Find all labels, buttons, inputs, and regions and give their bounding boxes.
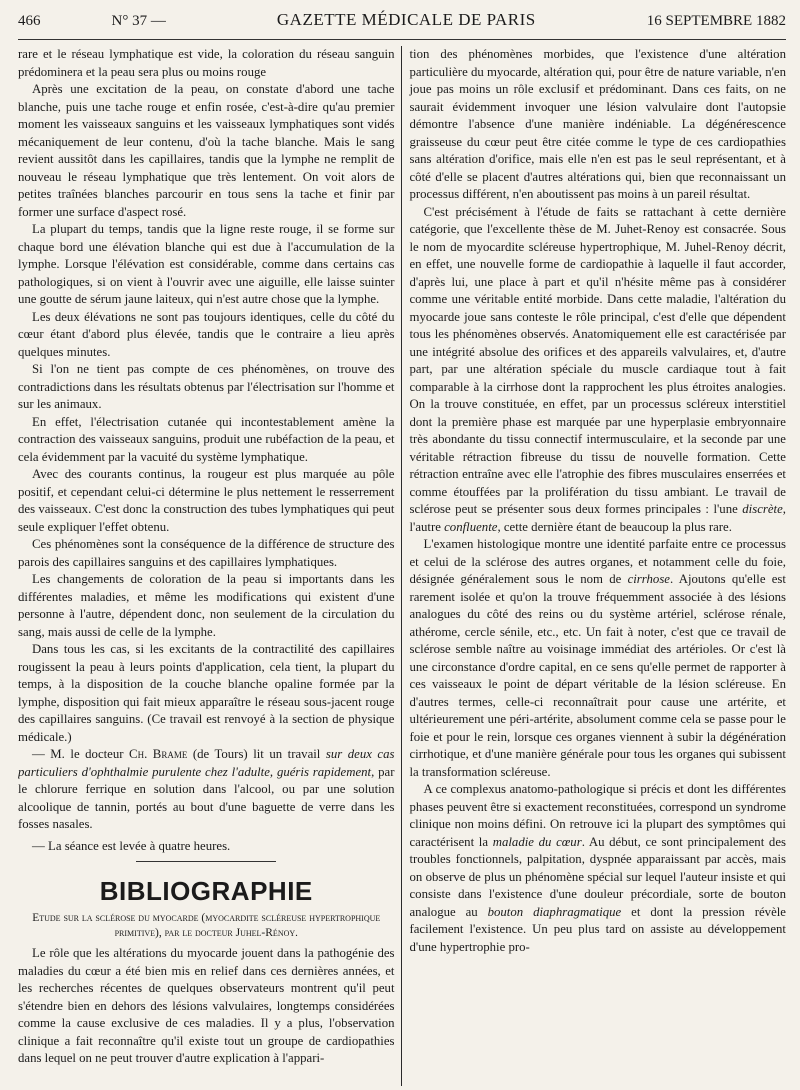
text-run: . Ajoutons qu'elle est rarement isolée et qu'on la trouve fréquemment associée à des lésions analogues du côté des reins ou du système artériel, sclérose rénale, athérome, cercle sénile, etc., etc. Un fait à noter, c'est que ce travail de sclérose semble naître au voisinage immédiat des artérioles. Or c'est là une circonstance d'ordre capital, en ce sens qu'elle permet de rapporter à ces vaisseaux le point de départ véritable de la lésion scléreuse. En d'autres termes, celle-ci reconnaîtrait pour cause une artérite, et ultérieurement une péri-artérite, absolument comme cela se passe pour le foie et pour le rein, lorsque ces organes viennent à subir la dégénération cirrhotique, et d'une manière générale pour tous les organes qui subissent la transformation scléreuse. [409, 572, 786, 779]
text-run: (de Tours) lit un travail [187, 747, 326, 761]
review-subtitle [18, 911, 395, 941]
journal-title: GAZETTE MÉDICALE DE PARIS [276, 10, 536, 29]
paragraph: Ces phénomènes sont la conséquence de la différence de structure des parois des capillaires sanguins et des capillaires lymphatiques. [18, 537, 395, 569]
paragraph: tion des phénomènes morbides, que l'existence d'une altération particulière du myocarde, altération qui, pour être de nature variable, n'en joue pas moins un rôle exclusif et prédominant. Dans ces faits, on ne saurait évidemment invoquer une lésion valvulaire dont l'autopsie démontre l'absence d'une manière indéniable. La dégénérescence graisseuse du cœur peut être citée comme le type de ces cardiopathies sans altération d'orifice, mais elle n'en est pas le seul représentant, et à côté d'elle se placent d'autres altérations qui, bien que reconnaissant un processus différent, n'en aboutissent pas moins à un pareil résultat. [409, 47, 786, 201]
text-run: , par le chlorure ferrique en solution dans l'alcool, ou par une solution alcoolique de tannin, portés au bout d'une baguette de verre dans les fosses nasales. [18, 764, 395, 831]
columns [18, 46, 786, 1086]
text-run: . [295, 927, 298, 939]
paragraph [409, 536, 786, 781]
right-column [401, 46, 786, 1086]
paragraph: Dans tous les cas, si les excitants de la contractilité des capillaires rougissent la peau à leurs points d'application, cela tient, la plupart du temps, à la disposition de la couche blanche opaline formée par la lymphe, disposition qui fait mieux apparaître le réseau sous-jacent rouge des capillaires sanguins. (Ce travail est renvoyé à la section de physique médicale.) [18, 642, 395, 744]
page-header [18, 10, 786, 34]
text-run: A ce complexus anatomo-pathologique si précis et dont les différentes phases peuvent être si exactement reconstituées, correspond un syndrome clinique non moins défini. On retrouve ici la plupart des symptômes qui caractérisent la [409, 782, 786, 849]
text-run: , cette dernière étant de beaucoup la plus rare. [497, 519, 732, 534]
paragraph [409, 204, 786, 537]
paragraph [409, 781, 786, 956]
section-heading: BIBLIOGRAPHIE [99, 876, 313, 906]
text-run: Etude sur la sclérose du myocarde (myocardite scléreuse hypertrophique primitive), par le docteur [32, 912, 381, 939]
italic-run: sur deux cas particuliers d'ophthalmie purulente chez l'adulte, guéris rapidement [18, 747, 395, 779]
paragraph: Si l'on ne tient pas compte de ces phénomènes, on trouve des contradictions dans les résultats obtenus par l'électrisation sur l'homme et sur les animaux. [18, 362, 395, 411]
italic-run: maladie du cœur [492, 834, 582, 849]
paragraph: Avec des courants continus, la rougeur est plus marquée au pôle positif, et cependant celui-ci détermine le plus nettement le resserrement des vaisseaux. C'est donc la construction des tubes lymphatiques qui peut seule expliquer l'effet obtenu. [18, 467, 395, 534]
paragraph: Le rôle que les altérations du myocarde jouent dans la pathogénie des maladies du cœur a été bien mis en relief dans ces dernières années, et les recherches récentes de quelques observateurs montrent qu'il peut s'étendre bien en dehors des lésions valvulaires, longtemps considérées comme la cause exclusive de ces maladies. Il y a plus, l'observation clinique a fait reconnaître qu'il existe tout un groupe de cardiopathies dans lequel on ne peut trouver d'autre explication à l'appari- [18, 946, 395, 1065]
paragraph: Après une excitation de la peau, on constate d'abord une tache blanche, puis une tache rouge et enfin rosée, c'est-à-dire qu'au premier moment les vaisseaux sanguins et les vaisseaux lymphatiques sont vidés mécaniquement de leur contenu, d'où la tache blanche. Mais le sang revient aussitôt dans les capillaires, tandis que la lymphe ne remplit de nouveau le réseau lymphatique que très lentement. On voit alors de petites traînées blanches parcourir en tous sens la tache et finir par former une surface d'aspect rosé. [18, 82, 395, 219]
header-rule [18, 39, 786, 40]
paragraph: — La séance est levée à quatre heures. [32, 838, 231, 853]
section-rule [136, 861, 276, 862]
text-run: L'examen histologique montre une identité parfaite entre ce processus et celui de la sclérose des autres organes, et notamment celle du foie, désignée généralement sous le nom de [409, 537, 786, 586]
text-run: . Au début, ce sont principalement des troubles fonctionnels, palpitation, dyspnée apparaissant par accès, mais on observe de plus un phénomène spécial sur lequel l'auteur insiste et qui consiste dans l'existence d'une douleur précordiale, sorte de bouton analogue au [409, 834, 786, 919]
issue-number: N° 37 — [111, 13, 166, 29]
text-run: C'est précisément à l'étude de faits se rattachant à cette dernière catégorie, que l'excellente thèse de M. Juhet-Renoy est consacrée. Sous le nom de myocardite scléreuse hypertrophique, M. Juhel-Renoy décrit, en effet, une nouvelle forme de cardiopathie à laquelle il faut accorder, d'après lui, une place à part et qu'il n'hésite même pas à considérer comme une véritable entité morbide. Dans cette maladie, l'altération du myocarde joue sans conteste le rôle principal, c'est d'elle que dépendent tous les phénomènes observés. Anatomiquement elle est caractérisée par une intégrité absolue des orifices et des appareils valvulaires, et, d'autre part, par une altération spéciale du muscle cardiaque tout à fait comparable à la cirrhose dont la rapprochent les plus étroites analogies. On la trouve constituée, en effet, par un processus scléreux interstitiel dont la première phase est marquée par une hyperplasie embryonnaire très abondante du tissu connectif intermusculaire, et la seconde par une véritable rétraction fibreuse du tissu de nouvelle formation. Cette rétraction entraîne avec elle l'atrophie des fibres musculaires enserrées et comme étouffées par la prolifération du tissu ambiant. Le travail de sclérose peut se présenter sous deux formes principales : l'une [409, 204, 786, 516]
paragraph [18, 746, 395, 834]
paragraph: Les changements de coloration de la peau si importants dans les différentes maladies, et même les modifications qui existent d'une personne à l'autre, dépendent donc, non seulement de la circulation du sang, mais aussi de celle de la lymphe. [18, 572, 395, 639]
issue-date: 16 SEPTEMBRE 1882 [646, 13, 786, 29]
italic-run: bouton diaphragmatique [487, 904, 622, 919]
italic-run: discrète [742, 502, 783, 516]
italic-run: confluente [444, 519, 498, 534]
italic-run: cirrhose [627, 572, 670, 586]
paragraph: La plupart du temps, tandis que la ligne reste rouge, il se forme sur chaque bord une élévation blanche qui est due à l'accumulation de la lymphe. Lorsque l'élévation est considérable, comme dans certains cas pathologiques, si on vient à l'ouvrir avec une aiguille, elle laisse suinter une goutte de sérum jaune laiteux, qui n'est autre chose que la lymphe. [18, 222, 395, 306]
page-number: 466 [18, 13, 41, 29]
text-run: — M. le docteur [32, 747, 130, 761]
author-name: Ch. Brame [129, 747, 188, 761]
paragraph: rare et le réseau lymphatique est vide, la coloration du réseau sanguin prédominera et la peau sera plus ou moins rouge [18, 47, 395, 79]
left-column [18, 46, 401, 1086]
text-run: et dont la pression révèle facilement l'existence. Un peu plus tard on assiste au développement d'une hypertrophie pro- [409, 904, 786, 954]
text-run: , l'autre [409, 502, 786, 534]
author-name: Juhel-Rénoy [235, 927, 296, 939]
paragraph: En effet, l'électrisation cutanée qui incontestablement amène la contraction des vaisseaux sanguins, produit une rubéfaction de la peau, et cela évidemment par la vacuité du système lymphatique. [18, 414, 395, 464]
paragraph: Les deux élévations ne sont pas toujours identiques, celle du côté du cœur étant d'abord plus élevée, tandis que le contraire a lieu après quelques minutes. [18, 309, 395, 359]
